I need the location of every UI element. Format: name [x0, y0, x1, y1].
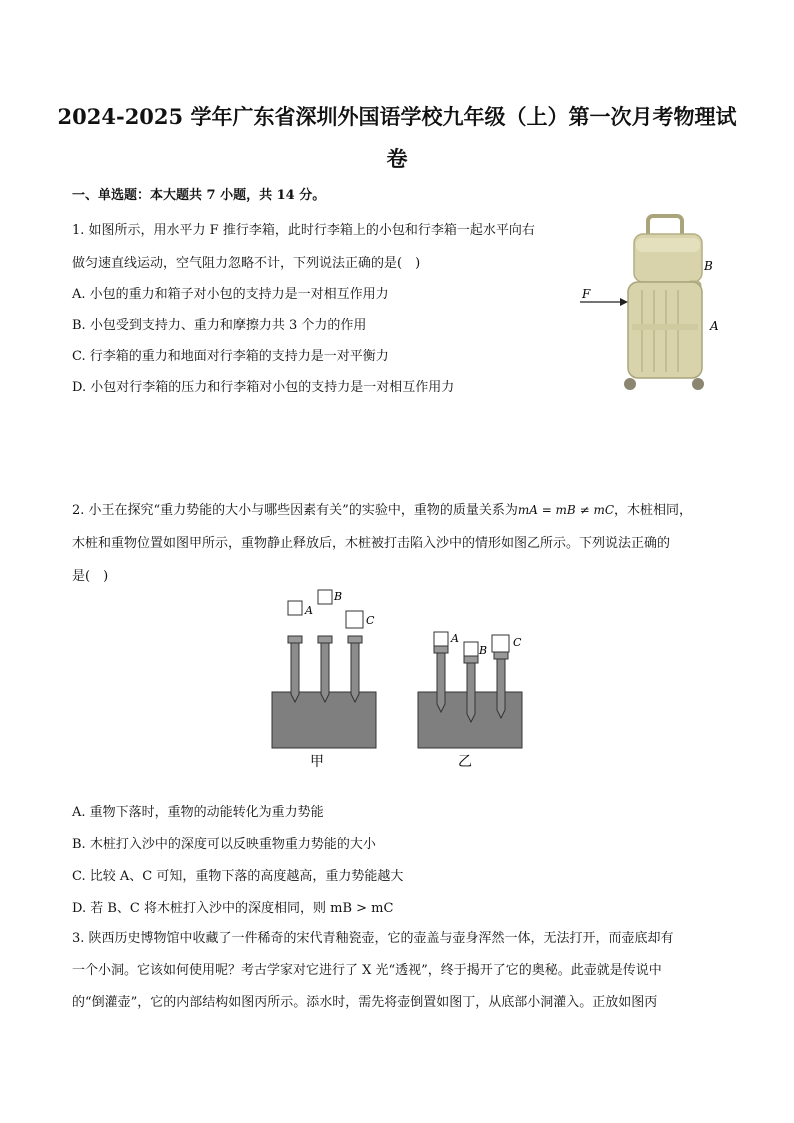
caption-yi: 乙 [458, 754, 472, 770]
page-title [40, 96, 754, 180]
label-bag-b: B [704, 259, 713, 273]
yi-label-b: B [479, 644, 488, 657]
q1-option-a: A. 小包的重力和箱子对小包的支持力是一对相互作用力 [72, 287, 389, 302]
yi-label-c: C [513, 636, 522, 649]
q2-option-a: A. 重物下落时，重物的动能转化为重力势能 [72, 805, 324, 820]
label-case-a: A [710, 319, 719, 333]
title-line-1: 2024-2025 学年广东省深圳外国语学校九年级（上）第一次月考物理试 [57, 104, 737, 129]
q2-option-d: D. 若 B、C 将木桩打入沙中的深度相同，则 mB > mC [72, 901, 394, 916]
stakes-figure [266, 584, 536, 774]
q1-option-b: B. 小包受到支持力、重力和摩擦力共 3 个力的作用 [72, 318, 367, 333]
q2-stem-suffix: ，木桩相同， [614, 503, 693, 518]
q2-option-c: C. 比较 A、C 可知，重物下落的高度越高，重力势能越大 [72, 869, 404, 884]
q2-stem-prefix: 2. 小王在探究“重力势能的大小与哪些因素有关”的实验中，重物的质量关系为 [72, 503, 518, 518]
q2-mass-relation: mA = mB ≠ mC [517, 503, 614, 517]
section-heading: 一、单选题：本大题共 7 小题，共 14 分。 [72, 188, 326, 203]
q1-stem-line-2: 做匀速直线运动，空气阻力忽略不计，下列说法正确的是( ) [72, 256, 421, 271]
title-line-2: 卷 [386, 146, 408, 171]
label-force-f: F [582, 287, 591, 301]
q1-option-c: C. 行李箱的重力和地面对行李箱的支持力是一对平衡力 [72, 349, 389, 364]
q3-line-1: 3. 陕西历史博物馆中收藏了一件稀奇的宋代青釉瓷壶，它的壶盖与壶身浑然一体，无法打开，而壶底却有 [72, 931, 674, 946]
q2-stem-line-3: 是( ) [72, 569, 109, 584]
caption-jia: 甲 [310, 754, 324, 770]
yi-label-a: A [451, 632, 459, 645]
q2-stem-line-1 [72, 499, 692, 518]
jia-label-a: A [305, 604, 313, 617]
q2-option-b: B. 木桩打入沙中的深度可以反映重物重力势能的大小 [72, 837, 376, 852]
q3-line-3: 的“倒灌壶”，它的内部结构如图丙所示。添水时，需先将壶倒置如图丁，从底部小洞灌入。正放如图丙 [72, 995, 658, 1010]
q1-stem-line-1: 1. 如图所示，用水平力 F 推行李箱，此时行李箱上的小包和行李箱一起水平向右 [72, 223, 535, 238]
jia-label-c: C [366, 614, 375, 627]
q1-option-d: D. 小包对行李箱的压力和行李箱对小包的支持力是一对相互作用力 [72, 380, 455, 395]
q3-line-2: 一个小洞。它该如何使用呢？考古学家对它进行了 X 光“透视”，终于揭开了它的奥秘。此壶就是传说中 [72, 963, 662, 978]
luggage-figure [572, 212, 732, 397]
q2-stem-line-2: 木桩和重物位置如图甲所示，重物静止释放后，木桩被打击陷入沙中的情形如图乙所示。下列说法正确的 [72, 536, 671, 551]
jia-label-b: B [334, 590, 343, 603]
